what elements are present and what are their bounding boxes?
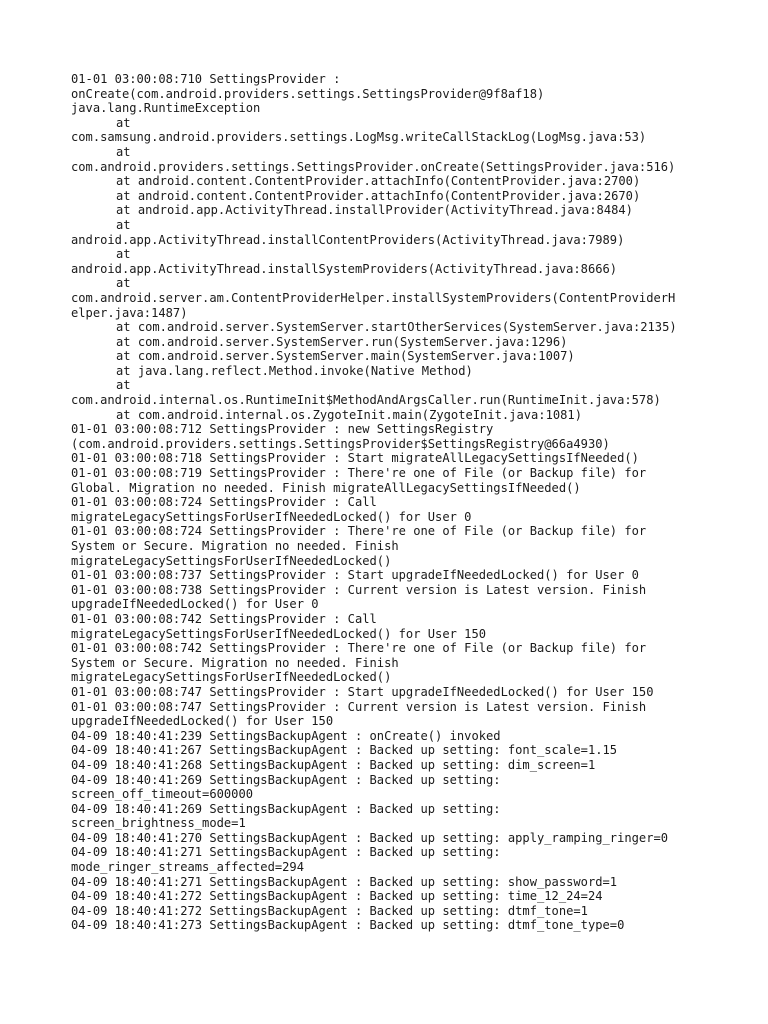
log-line: migrateLegacySettingsForUserIfNeededLocked() for User 0 [71, 509, 472, 524]
log-line: android.app.ActivityThread.installContentProviders(ActivityThread.java:7989) [71, 232, 625, 247]
log-line: 01-01 03:00:08:710 SettingsProvider : [71, 72, 341, 86]
log-line: upgradeIfNeededLocked() for User 150 [71, 714, 334, 729]
log-line: 04-09 18:40:41:272 SettingsBackupAgent : Backed up setting: dtmf_tone=1 [71, 903, 588, 918]
log-line: com.samsung.android.providers.settings.LogMsg.writeCallStackLog(LogMsg.java:53) [71, 130, 647, 145]
log-line: at android.content.ContentProvider.attachInfo(ContentProvider.java:2670) [116, 188, 641, 203]
log-line: at android.app.ActivityThread.installProvider(ActivityThread.java:8484) [116, 203, 633, 218]
log-line: com.android.providers.settings.SettingsProvider.onCreate(SettingsProvider.java:516) [71, 159, 676, 174]
log-line: 01-01 03:00:08:724 SettingsProvider : Call [71, 495, 377, 510]
log-line: 01-01 03:00:08:724 SettingsProvider : There're one of File (or Backup file) for [71, 524, 647, 539]
log-line: elper.java:1487) [71, 305, 188, 320]
log-line: screen_off_timeout=600000 [71, 787, 254, 802]
log-line: mode_ringer_streams_affected=294 [71, 860, 304, 875]
log-line: com.android.internal.os.RuntimeInit$MethodAndArgsCaller.run(RuntimeInit.java:578) [71, 393, 661, 408]
log-line: 01-01 03:00:08:738 SettingsProvider : Current version is Latest version. Finish [71, 582, 647, 597]
log-line: (com.android.providers.settings.SettingsProvider$SettingsRegistry@66a4930) [71, 436, 610, 451]
log-line: at [116, 217, 131, 232]
log-line: 04-09 18:40:41:270 SettingsBackupAgent : Backed up setting: apply_ramping_ringer=0 [71, 830, 669, 845]
log-line: migrateLegacySettingsForUserIfNeededLocked() [71, 670, 392, 685]
log-line: 01-01 03:00:08:747 SettingsProvider : Current version is Latest version. Finish [71, 699, 647, 714]
log-line: 04-09 18:40:41:268 SettingsBackupAgent : Backed up setting: dim_screen=1 [71, 757, 596, 772]
log-line: java.lang.RuntimeException [71, 101, 261, 116]
log-line: Global. Migration no needed. Finish migrateAllLegacySettingsIfNeeded() [71, 480, 581, 495]
log-line: at [116, 378, 131, 393]
log-line: upgradeIfNeededLocked() for User 0 [71, 597, 319, 612]
log-line: at [116, 144, 131, 159]
log-line: 04-09 18:40:41:269 SettingsBackupAgent : Backed up setting: [71, 801, 501, 816]
log-line: migrateLegacySettingsForUserIfNeededLocked() for User 150 [71, 626, 487, 641]
log-line: 01-01 03:00:08:737 SettingsProvider : Start upgradeIfNeededLocked() for User 0 [71, 568, 639, 583]
log-line: onCreate(com.android.providers.settings.SettingsProvider@9f8af18) [71, 86, 545, 101]
log-line: at android.content.ContentProvider.attachInfo(ContentProvider.java:2700) [116, 174, 641, 189]
log-line: screen_brightness_mode=1 [71, 816, 246, 831]
log-line: 01-01 03:00:08:742 SettingsProvider : There're one of File (or Backup file) for [71, 641, 647, 656]
log-line: android.app.ActivityThread.installSystemProviders(ActivityThread.java:8666) [71, 261, 618, 276]
log-line: migrateLegacySettingsForUserIfNeededLocked() [71, 553, 392, 568]
log-line: at [116, 247, 131, 262]
log-line: 04-09 18:40:41:272 SettingsBackupAgent : Backed up setting: time_12_24=24 [71, 889, 603, 904]
log-line: System or Secure. Migration no needed. Finish [71, 655, 399, 670]
log-line: 04-09 18:40:41:267 SettingsBackupAgent : Backed up setting: font_scale=1.15 [71, 743, 618, 758]
log-line: at [116, 276, 131, 291]
log-document [71, 72, 711, 933]
log-line: at com.android.server.SystemServer.main(SystemServer.java:1007) [116, 349, 575, 364]
log-line: 01-01 03:00:08:712 SettingsProvider : new SettingsRegistry [71, 422, 494, 437]
log-line: 01-01 03:00:08:718 SettingsProvider : Start migrateAllLegacySettingsIfNeeded() [71, 451, 639, 466]
log-line: 04-09 18:40:41:271 SettingsBackupAgent : Backed up setting: show_password=1 [71, 874, 618, 889]
log-line: at java.lang.reflect.Method.invoke(Native Method) [116, 363, 473, 378]
log-line: 01-01 03:00:08:742 SettingsProvider : Call [71, 611, 377, 626]
log-line: 01-01 03:00:08:747 SettingsProvider : Start upgradeIfNeededLocked() for User 150 [71, 684, 654, 699]
log-line: at com.android.server.SystemServer.run(SystemServer.java:1296) [116, 334, 568, 349]
log-line: System or Secure. Migration no needed. Finish [71, 539, 399, 553]
log-line: com.android.server.am.ContentProviderHelper.installSystemProviders(ContentProviderH [71, 290, 676, 305]
log-line: at [116, 115, 131, 130]
log-line: 04-09 18:40:41:271 SettingsBackupAgent : Backed up setting: [71, 845, 501, 860]
log-line: 01-01 03:00:08:719 SettingsProvider : There're one of File (or Backup file) for [71, 466, 647, 481]
log-line: 04-09 18:40:41:239 SettingsBackupAgent : onCreate() invoked [71, 728, 501, 743]
log-line: 04-09 18:40:41:269 SettingsBackupAgent : Backed up setting: [71, 772, 501, 787]
log-line: 04-09 18:40:41:273 SettingsBackupAgent : Backed up setting: dtmf_tone_type=0 [71, 918, 625, 933]
log-line: at com.android.server.SystemServer.startOtherServices(SystemServer.java:2135) [116, 320, 677, 335]
log-line: at com.android.internal.os.ZygoteInit.main(ZygoteInit.java:1081) [116, 407, 582, 422]
